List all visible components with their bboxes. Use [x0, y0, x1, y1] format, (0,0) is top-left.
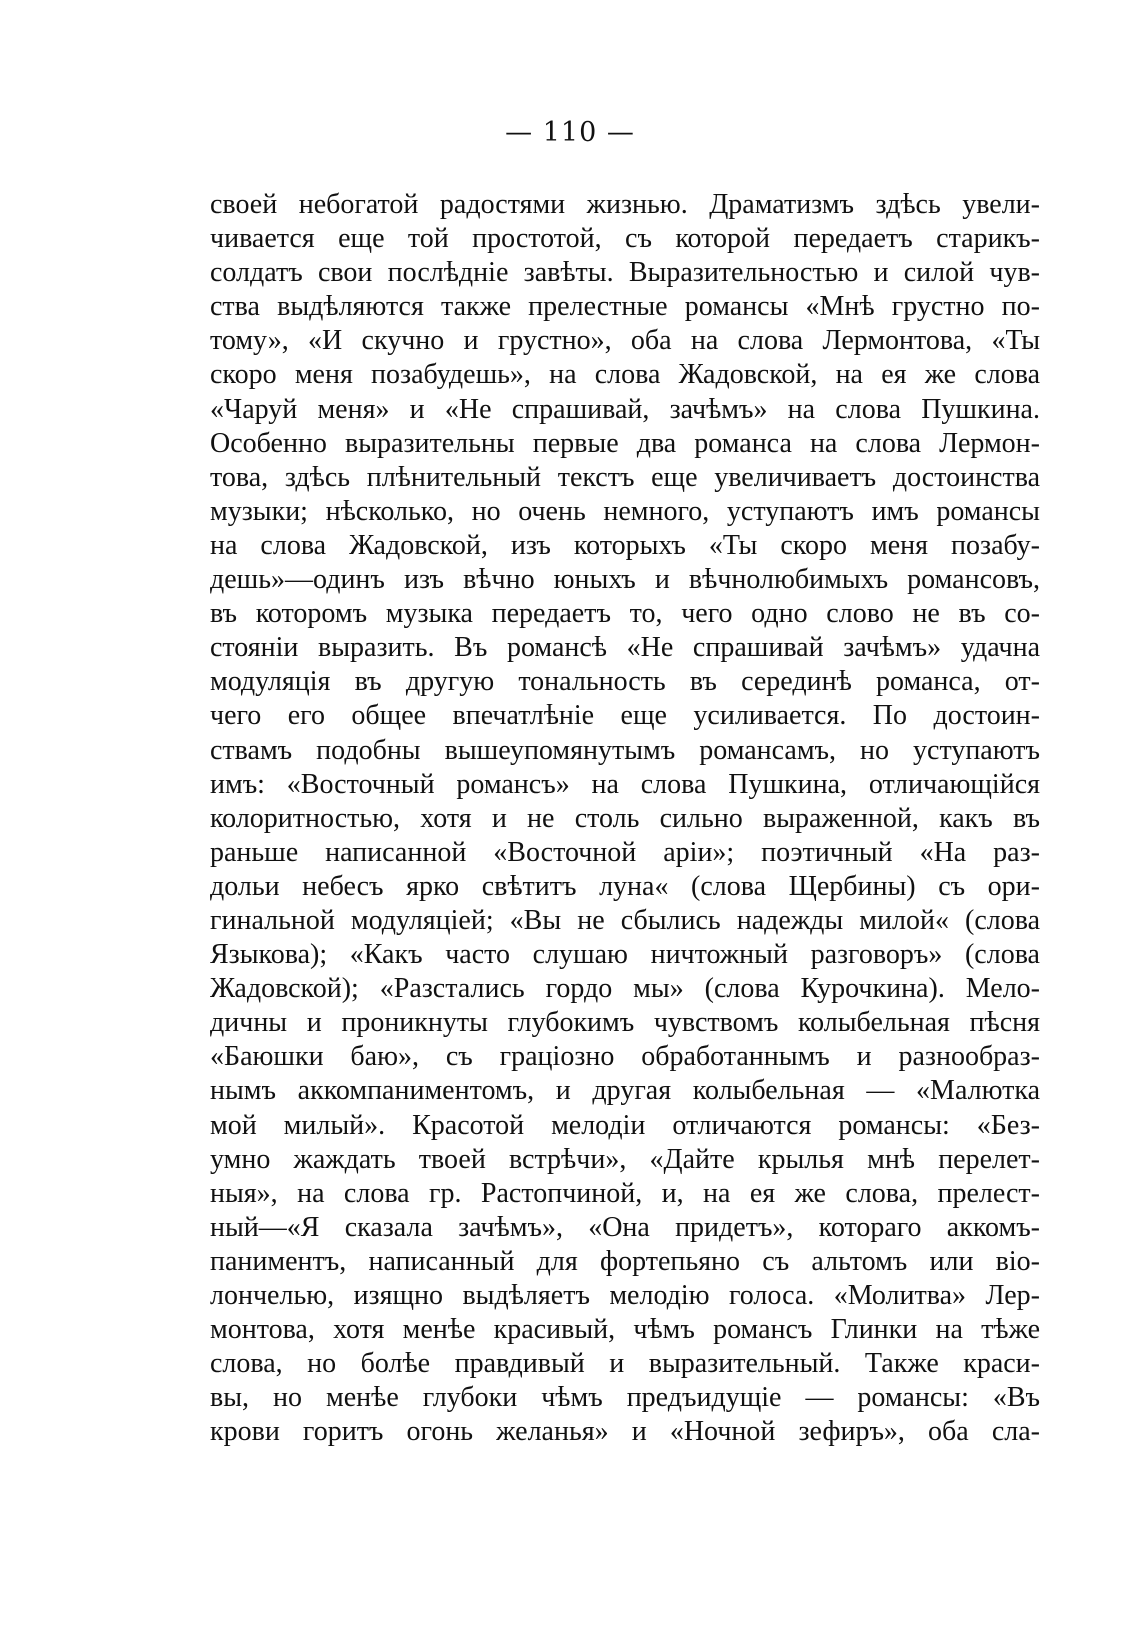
text-line: лончелью, изящно выдѣляетъ мелодію голоса. «Молитва» Лер-	[210, 1280, 1040, 1311]
text-line: паниментъ, написанный для фортепьяно съ альтомъ или віо-	[210, 1245, 1040, 1277]
text-line: солдатъ свои послѣднie завѣты. Выразительностью и силой чув-	[210, 257, 1040, 289]
text-line: ствамъ подобны вышеупомянутымъ романсамъ, но уступаютъ	[210, 734, 1040, 766]
text-line: скоро меня позабудешь», на слова Жадовской, на ея же слова	[210, 359, 1040, 391]
text-line: вы, но менѣе глубоки чѣмъ предъидущіе — романсы: «Въ	[210, 1382, 1040, 1414]
text-line: Жадовской); «Разстались гордо мы» (слова Курочкина). Мело-	[210, 973, 1040, 1005]
text-line: нымъ аккомпаниментомъ, и другая колыбельная — «Малютка	[210, 1075, 1040, 1107]
body-text	[210, 188, 1040, 1449]
text-line: «Баюшки баю», съ граціозно обработаннымъ и разнообраз-	[210, 1041, 1040, 1073]
text-line: стояніи выразить. Въ романсѣ «Не спрашивай зачѣмъ» удачна	[210, 632, 1040, 664]
text-line: това, здѣсь плѣнительный текстъ еще увеличиваетъ достоинства	[210, 461, 1040, 493]
text-line: имъ: «Восточный романсъ» на слова Пушкина, отличающійся	[210, 768, 1040, 800]
text-line: модуляція въ другую тональность въ серединѣ романса, от-	[210, 666, 1040, 698]
text-line: Языкова); «Какъ часто слушаю ничтожный разговоръ» (слова	[210, 939, 1040, 971]
text-line: на слова Жадовской, изъ которыхъ «Ты скоро меня позабу-	[210, 529, 1040, 561]
page-number: — 110 —	[505, 117, 635, 148]
text-line: музыки; нѣсколько, но очень немного, уступаютъ имъ романсы	[210, 495, 1040, 527]
text-line: мой милый». Красотой мелодіи отличаются романсы: «Без-	[210, 1109, 1040, 1141]
text-line: чего его общее впечатлѣніе еще усиливается. По достоин-	[210, 700, 1040, 732]
text-line: Особенно выразительны первые два романса на слова Лермон-	[210, 427, 1040, 459]
text-line: ныя», на слова гр. Растопчиной, и, на ея же слова, прелест-	[210, 1177, 1040, 1209]
text-line: крови горитъ огонь желанья» и «Ночной зефиръ», оба сла-	[210, 1416, 1040, 1448]
text-line: въ которомъ музыка передаетъ то, чего одно слово не въ со-	[210, 598, 1040, 630]
text-line: дешь»—одинъ изъ вѣчно юныхъ и вѣчнолюбимыхъ романсовъ,	[210, 564, 1040, 596]
text-line: раньше написанной «Восточной аріи»; поэтичный «На раз-	[210, 836, 1040, 868]
text-line: слова, но болѣе правдивый и выразительный. Также краси-	[210, 1348, 1040, 1380]
text-line: гинальной модуляціей; «Вы не сбылись надежды милой« (слова	[210, 904, 1040, 936]
text-line: колоритностью, хотя и не столь сильно выраженной, какъ въ	[210, 802, 1040, 834]
text-line: ный—«Я сказала зачѣмъ», «Она придетъ», котораго аккомъ-	[210, 1211, 1040, 1243]
text-line: ства выдѣляются также прелестные романсы «Мнѣ грустно по-	[210, 291, 1040, 323]
text-line: чивается еще той простотой, съ которой передаетъ старикъ-	[210, 223, 1040, 255]
text-line: тому», «И скучно и грустно», оба на слова Лермонтова, «Ты	[210, 325, 1040, 357]
text-line: дичны и проникнуты глубокимъ чувствомъ колыбельная пѣсня	[210, 1007, 1040, 1039]
text-line: монтова, хотя менѣе красивый, чѣмъ романсъ Глинки на тѣже	[210, 1314, 1040, 1346]
text-line: умно жаждать твоей встрѣчи», «Дайте крылья мнѣ перелет-	[210, 1143, 1040, 1175]
text-line: своей небогатой радостями жизнью. Драматизмъ здѣсь увели-	[210, 189, 1040, 220]
text-line: «Чаруй меня» и «Не спрашивай, зачѣмъ» на слова Пушкина.	[210, 393, 1040, 425]
text-line: дольи небесъ ярко свѣтитъ луна« (слова Щербины) съ ори-	[210, 870, 1040, 902]
